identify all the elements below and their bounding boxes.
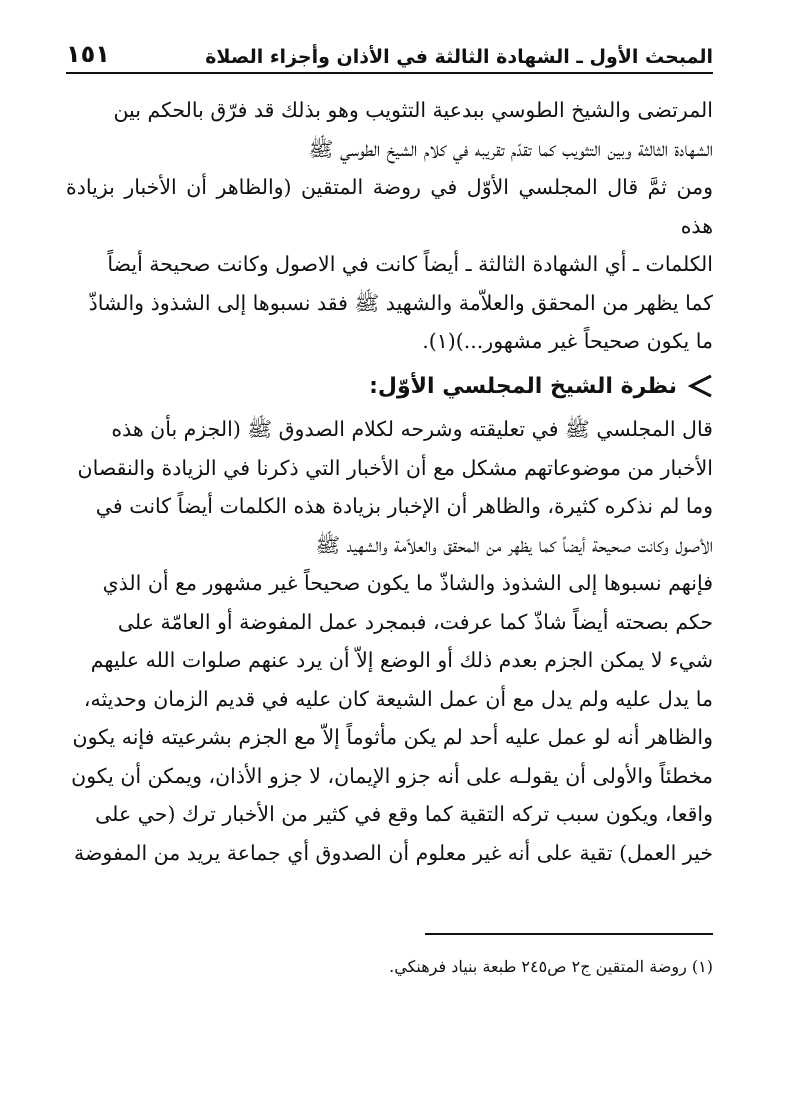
section-heading-title: نظرة الشيخ المجلسي الأوّل: xyxy=(369,373,677,399)
text-line: شيء لا يمكن الجزم بعدم ذلك أو الوضع إلاّ أن يرد عنهم صلوات الله عليهم xyxy=(90,648,713,672)
text-line: والظاهر أنه لو عمل عليه أحد لم يكن مأثوماً إلاّ مع الجزم بشرعيته فإنه يكون xyxy=(72,725,713,749)
text-line: كما يظهر من المحقق والعلاّمة والشهيد ﷺ فقد نسبوها إلى الشذوذ والشاذّ xyxy=(88,290,713,315)
text-line: مخطئاً والأولى أن يقولـه على أنه جزو الإيمان، لا جزو الأذان، ويمكن أن يكون xyxy=(71,763,713,788)
intro-paragraph xyxy=(66,91,713,361)
text-line: واقعا، ويكون سبب تركه التقية كما وقع في كثير من الأخبار ترك (حي على xyxy=(95,802,713,826)
text-line: الشهادة الثالثة وبين التثويب كما تقدّم تقريبه في كلام الشيخ الطوسي ﷺ xyxy=(308,136,713,161)
text-line: الأصول وكانت صحيحة أيضاً كما يظهر من المحقق والعلاّمة والشهيد ﷺ xyxy=(315,532,713,557)
text-line: الكلمات ـ أي الشهادة الثالثة ـ أيضاً كانت في الاصول وكانت صحيحة أيضاً xyxy=(107,252,713,276)
text-line: قال المجلسي ﷺ في تعليقته وشرحه لكلام الصدوق ﷺ (الجزم بأن هذه xyxy=(111,417,713,441)
footnote-divider xyxy=(425,933,713,935)
main-paragraph xyxy=(66,410,713,872)
text-line: المرتضى والشيخ الطوسي ببدعية التثويب وهو بذلك قد فرّق بالحكم بين xyxy=(113,98,713,122)
running-title: المبحث الأول ـ الشهادة الثالثة في الأذان وأجزاء الصلاة xyxy=(205,46,713,68)
text-line: وما لم نذكره كثيرة، والظاهر أن الإخبار بزيادة هذه الكلمات أيضاً كانت في xyxy=(95,494,713,518)
arrowhead-icon xyxy=(687,373,713,399)
text-line: ما يدل عليه ولم يدل مع أن عمل الشيعة كان عليه في قديم الزمان وحديثه، xyxy=(83,686,713,711)
text-line: خير العمل) تقية على أنه غير معلوم أن الصدوق أي جماعة يريد من المفوضة xyxy=(74,840,713,865)
page-number: ١٥١ xyxy=(66,40,110,68)
text-line: ومن ثمَّ قال المجلسي الأوّل في روضة المتقين (والظاهر أن الأخبار بزيادة هذه xyxy=(66,175,713,238)
header-divider xyxy=(66,72,713,74)
text-line: فإنهم نسبوها إلى الشذوذ والشاذّ ما يكون صحيحاً غير مشهور مع أن الذي xyxy=(102,571,713,595)
footnote: (١) روضة المتقين ج٢ ص٢٤٥ طبعة بنياد فرهنكي. xyxy=(389,957,713,976)
page-header xyxy=(66,30,713,68)
text-line: حكم بصحته أيضاً شاذّ كما عرفت، فبمجرد عمل المفوضة أو العامّة على xyxy=(117,609,713,634)
text-line: ما يكون صحيحاً غير مشهور...)(١). xyxy=(422,329,713,353)
section-heading xyxy=(66,366,713,406)
text-line: الأخبار من موضوعاتهم مشكل مع أن الأخبار التي ذكرنا في الزيادة والنقصان xyxy=(77,455,713,480)
